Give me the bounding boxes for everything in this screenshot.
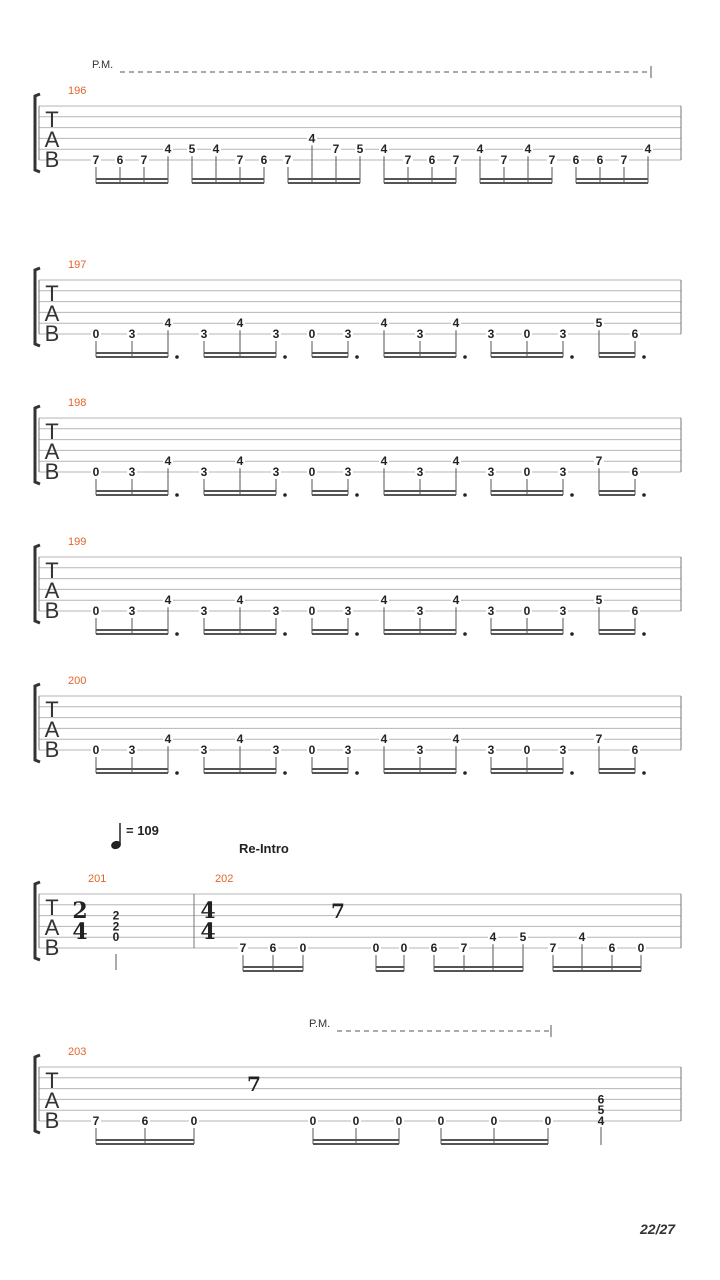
dotted-rhythm-dot: [283, 632, 287, 636]
tab-fret-number: 3: [559, 465, 567, 479]
tab-fret-number: 5: [597, 1103, 605, 1118]
tab-fret-number: 7: [620, 153, 628, 167]
tab-fret-number: 3: [128, 604, 136, 618]
tab-fret-number: 4: [236, 316, 244, 331]
measure-number: 201: [88, 873, 107, 885]
tab-clef-letter: B: [44, 147, 60, 172]
tab-fret-number: 4: [236, 593, 244, 608]
tab-fret-number: 3: [487, 465, 495, 479]
tab-clef-letter: A: [44, 717, 60, 742]
tab-fret-number: 2: [112, 919, 120, 934]
tab-fret-number: 3: [559, 743, 567, 757]
tab-fret-number: 4: [489, 930, 497, 945]
dotted-rhythm-dot: [463, 355, 467, 359]
dotted-rhythm-dot: [175, 493, 179, 497]
tab-fret-number: 0: [490, 1114, 498, 1128]
measure-number: 198: [68, 397, 87, 409]
tab-fret-number: 3: [344, 327, 352, 341]
tab-fret-number: 3: [487, 327, 495, 341]
tab-fret-number: 6: [141, 1114, 149, 1128]
eighth-rest-icon: 7: [247, 1072, 261, 1096]
tab-fret-number: 3: [200, 604, 208, 618]
time-signature-top: 2: [72, 898, 88, 924]
tab-fret-number: 5: [595, 316, 603, 331]
tab-fret-number: 0: [308, 327, 316, 341]
measure-number: 202: [215, 873, 234, 885]
tab-fret-number: 5: [595, 593, 603, 608]
tab-fret-number: 0: [523, 327, 531, 341]
tab-fret-number: 4: [380, 593, 388, 608]
tab-fret-number: 7: [284, 153, 292, 167]
tab-fret-number: 3: [272, 327, 280, 341]
tab-fret-number: 6: [631, 327, 639, 341]
tab-fret-number: 3: [200, 465, 208, 479]
tab-fret-number: 7: [239, 941, 247, 955]
tab-fret-number: 3: [416, 327, 424, 341]
tab-fret-number: 4: [212, 142, 220, 157]
tab-fret-number: 3: [344, 604, 352, 618]
tab-fret-number: 6: [572, 153, 580, 167]
tab-fret-number: 7: [452, 153, 460, 167]
tab-fret-number: 6: [631, 743, 639, 757]
tab-clef-letter: A: [44, 127, 60, 152]
tab-clef-letter: T: [45, 107, 59, 132]
tab-fret-number: 4: [476, 142, 484, 157]
tab-fret-number: 0: [308, 604, 316, 618]
tab-fret-number: 4: [452, 593, 460, 608]
tab-fret-number: 0: [309, 1114, 317, 1128]
measure-number: 203: [68, 1046, 87, 1058]
tab-fret-number: 6: [430, 941, 438, 955]
tab-fret-number: 5: [188, 142, 196, 157]
tab-fret-number: 6: [608, 941, 616, 955]
tab-fret-number: 3: [416, 604, 424, 618]
section-label: Re-Intro: [239, 841, 289, 856]
measure-number: 197: [68, 259, 87, 271]
tab-fret-number: 4: [236, 454, 244, 469]
tab-fret-number: 0: [92, 604, 100, 618]
palm-mute-label: P.M.: [309, 1018, 331, 1030]
tab-clef-letter: T: [45, 281, 59, 306]
palm-mute-label: P.M.: [92, 59, 114, 71]
tab-fret-number: 3: [128, 743, 136, 757]
tab-fret-number: 3: [200, 743, 208, 757]
tab-clef-letter: B: [44, 598, 60, 623]
dotted-rhythm-dot: [642, 493, 646, 497]
tab-fret-number: 4: [164, 316, 172, 331]
tab-fret-number: 7: [548, 153, 556, 167]
tab-fret-number: 7: [460, 941, 468, 955]
tab-fret-number: 7: [404, 153, 412, 167]
dotted-rhythm-dot: [570, 771, 574, 775]
tab-fret-number: 0: [523, 465, 531, 479]
tab-clef-letter: T: [45, 1068, 59, 1093]
dotted-rhythm-dot: [463, 632, 467, 636]
tab-fret-number: 4: [380, 732, 388, 747]
tab-clef-letter: A: [44, 915, 60, 940]
tab-fret-number: 4: [452, 732, 460, 747]
tab-fret-number: 6: [428, 153, 436, 167]
tab-fret-number: 4: [380, 142, 388, 157]
tab-fret-number: 7: [236, 153, 244, 167]
tab-fret-number: 0: [92, 465, 100, 479]
tab-fret-number: 6: [269, 941, 277, 955]
dotted-rhythm-dot: [642, 771, 646, 775]
tab-fret-number: 3: [344, 743, 352, 757]
tab-fret-number: 0: [523, 743, 531, 757]
tab-fret-number: 0: [308, 743, 316, 757]
tab-clef-letter: A: [44, 301, 60, 326]
tab-fret-number: 4: [524, 142, 532, 157]
tab-fret-number: 4: [452, 454, 460, 469]
measure-number: 196: [68, 85, 87, 97]
tab-fret-number: 3: [272, 743, 280, 757]
tab-fret-number: 3: [416, 743, 424, 757]
tab-fret-number: 5: [519, 930, 527, 945]
tab-fret-number: 0: [92, 743, 100, 757]
tab-fret-number: 3: [128, 327, 136, 341]
tab-fret-number: 6: [116, 153, 124, 167]
tab-fret-number: 4: [164, 454, 172, 469]
tab-fret-number: 3: [272, 465, 280, 479]
dotted-rhythm-dot: [175, 355, 179, 359]
tab-clef-letter: A: [44, 578, 60, 603]
tab-fret-number: 6: [631, 465, 639, 479]
tab-fret-number: 0: [299, 941, 307, 955]
tab-fret-number: 0: [400, 941, 408, 955]
page-number: 22/27: [640, 1221, 676, 1237]
tab-fret-number: 2: [112, 908, 120, 923]
tab-fret-number: 0: [190, 1114, 198, 1128]
tab-clef-letter: T: [45, 895, 59, 920]
dotted-rhythm-dot: [355, 355, 359, 359]
tab-fret-number: 7: [500, 153, 508, 167]
tab-fret-number: 4: [164, 732, 172, 747]
dotted-rhythm-dot: [175, 771, 179, 775]
dotted-rhythm-dot: [463, 771, 467, 775]
tab-fret-number: 0: [92, 327, 100, 341]
tempo-marking: = 109: [126, 823, 159, 838]
dotted-rhythm-dot: [355, 632, 359, 636]
dotted-rhythm-dot: [283, 355, 287, 359]
tab-fret-number: 7: [595, 732, 603, 747]
dotted-rhythm-dot: [570, 493, 574, 497]
tab-fret-number: 4: [164, 593, 172, 608]
tab-fret-number: 7: [92, 153, 100, 167]
tab-fret-number: 6: [596, 153, 604, 167]
tab-fret-number: 4: [578, 930, 586, 945]
tab-fret-number: 0: [544, 1114, 552, 1128]
dotted-rhythm-dot: [642, 632, 646, 636]
tab-clef-letter: B: [44, 935, 60, 960]
tab-fret-number: 6: [260, 153, 268, 167]
measure-number: 199: [68, 536, 87, 548]
tab-clef-letter: A: [44, 1088, 60, 1113]
tab-fret-number: 7: [140, 153, 148, 167]
dotted-rhythm-dot: [283, 493, 287, 497]
dotted-rhythm-dot: [175, 632, 179, 636]
time-signature-bottom: 4: [200, 919, 216, 945]
tab-fret-number: 3: [487, 743, 495, 757]
tab-fret-number: 0: [112, 930, 120, 945]
tab-clef-letter: T: [45, 419, 59, 444]
tab-clef-letter: B: [44, 1108, 60, 1133]
tab-clef-letter: A: [44, 439, 60, 464]
tab-fret-number: 0: [637, 941, 645, 955]
tab-fret-number: 3: [487, 604, 495, 618]
tab-fret-number: 7: [549, 941, 557, 955]
dotted-rhythm-dot: [570, 355, 574, 359]
dotted-rhythm-dot: [355, 771, 359, 775]
tab-fret-number: 0: [372, 941, 380, 955]
dotted-rhythm-dot: [463, 493, 467, 497]
dotted-rhythm-dot: [355, 493, 359, 497]
tab-fret-number: 0: [395, 1114, 403, 1128]
tab-fret-number: 3: [559, 327, 567, 341]
tab-fret-number: 4: [380, 316, 388, 331]
time-signature-bottom: 4: [72, 919, 88, 945]
tab-fret-number: 5: [356, 142, 364, 157]
tab-fret-number: 6: [597, 1092, 605, 1107]
tab-clef-letter: T: [45, 558, 59, 583]
tab-fret-number: 4: [644, 142, 652, 157]
tab-fret-number: 3: [272, 604, 280, 618]
tab-fret-number: 7: [332, 142, 340, 157]
tab-fret-number: 3: [416, 465, 424, 479]
tab-fret-number: 4: [597, 1114, 605, 1128]
time-signature-top: 4: [200, 898, 216, 924]
tab-fret-number: 3: [128, 465, 136, 479]
tab-fret-number: 0: [437, 1114, 445, 1128]
tab-clef-letter: B: [44, 737, 60, 762]
measure-number: 200: [68, 675, 87, 687]
tab-fret-number: 0: [523, 604, 531, 618]
tab-fret-number: 4: [236, 732, 244, 747]
tab-clef-letter: B: [44, 321, 60, 346]
tab-fret-number: 3: [344, 465, 352, 479]
tab-fret-number: 4: [164, 142, 172, 157]
tab-fret-number: 4: [452, 316, 460, 331]
tab-fret-number: 7: [595, 454, 603, 469]
dotted-rhythm-dot: [570, 632, 574, 636]
tab-fret-number: 0: [308, 465, 316, 479]
tab-fret-number: 4: [380, 454, 388, 469]
tab-fret-number: 0: [352, 1114, 360, 1128]
dotted-rhythm-dot: [642, 355, 646, 359]
tab-fret-number: 3: [559, 604, 567, 618]
tab-fret-number: 3: [200, 327, 208, 341]
tab-fret-number: 4: [308, 131, 316, 146]
tab-fret-number: 6: [631, 604, 639, 618]
tab-clef-letter: B: [44, 459, 60, 484]
tab-fret-number: 7: [92, 1114, 100, 1128]
tab-clef-letter: T: [45, 697, 59, 722]
dotted-rhythm-dot: [283, 771, 287, 775]
eighth-rest-icon: 7: [331, 899, 345, 923]
